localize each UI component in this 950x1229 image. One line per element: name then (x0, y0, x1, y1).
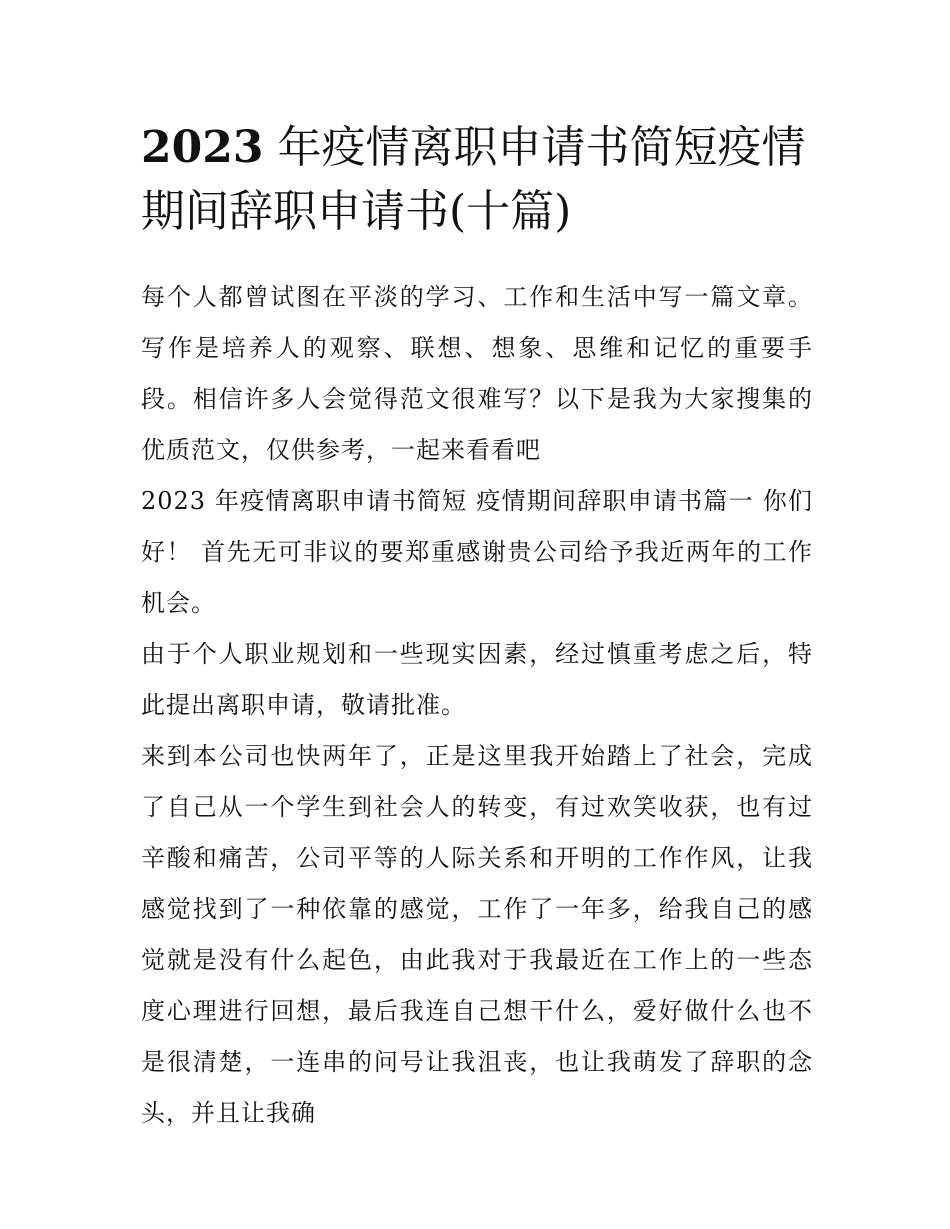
title-year: 2023 (141, 122, 264, 173)
document-title (141, 116, 813, 244)
document-body (141, 272, 813, 1139)
reason-paragraph: 由于个人职业规划和一些现实因素，经过慎重考虑之后，特此提出离职申请，敬请批准。 (141, 640, 813, 719)
experience-paragraph: 来到本公司也快两年了，正是这里我开始踏上了社会，完成了自己从一个学生到社会人的转变，有过欢笑收获，也有过辛酸和痛苦，公司平等的人际关系和开明的工作作风，让我感觉找到了一种依靠的感觉，工作了一年多，给我自己的感觉就是没有什么起色，由此我对于我最近在工作上的一些态度心理进行回想，最后我连自己想干什么，爱好做什么也不是很清楚，一连串的问号让我沮丧，也让我萌发了辞职的念头，并且让我确 (141, 742, 813, 1127)
intro-paragraph: 每个人都曾试图在平淡的学习、工作和生活中写一篇文章。写作是培养人的观察、联想、想象、思维和记忆的重要手段。相信许多人会觉得范文很难写？以下是我为大家搜集的优质范文，仅供参考，一起来看看吧 (141, 283, 813, 464)
letter-opening-paragraph: 2023 年疫情离职申请书简短 疫情期间辞职申请书篇一 你们好！ 首先无可非议的要郑重感谢贵公司给予我近两年的工作机会。 (141, 487, 813, 617)
title-text: 年疫情离职申请书简短疫情期间辞职申请书(十篇) (141, 122, 806, 237)
document-page (141, 116, 813, 1139)
